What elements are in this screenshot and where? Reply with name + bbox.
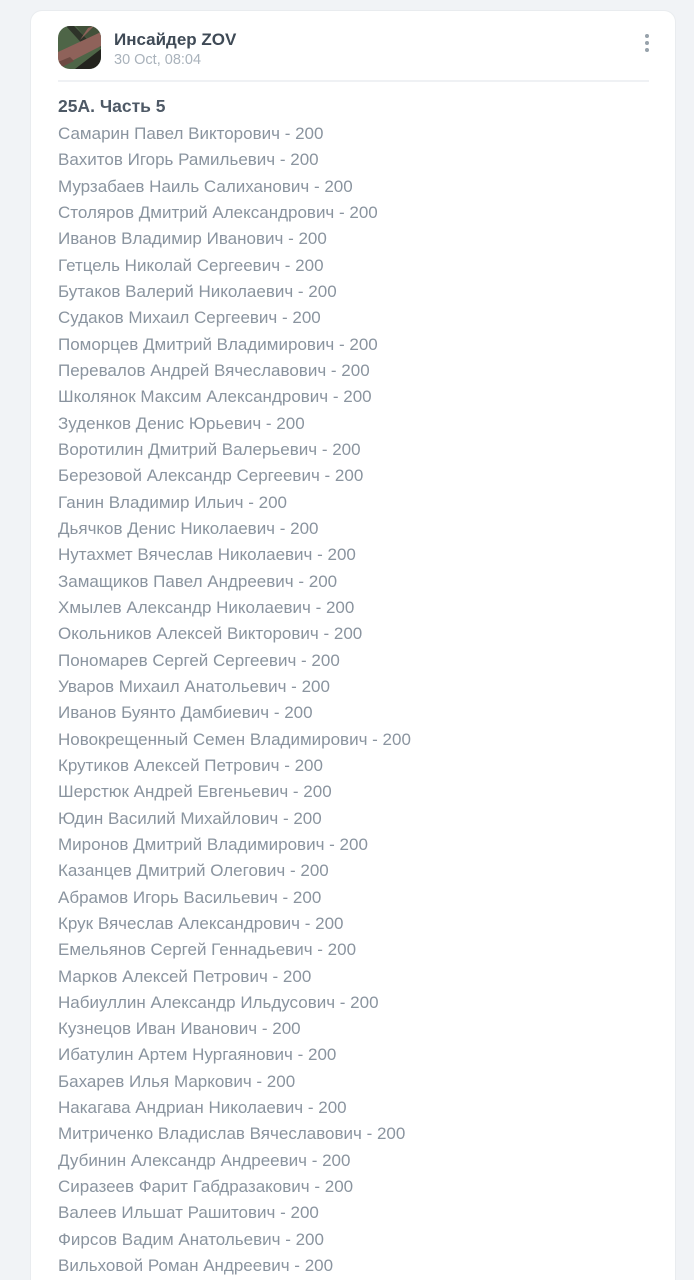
list-item: Кузнецов Иван Иванович - 200 [58, 1019, 301, 1039]
camouflage-avatar-icon [58, 26, 101, 69]
list-item: Ганин Владимир Ильич - 200 [58, 492, 288, 512]
list-item: Казанцев Дмитрий Олегович - 200 [58, 861, 329, 881]
list-item: Юдин Василий Михайлович - 200 [58, 808, 322, 828]
post-card [30, 10, 676, 1280]
list-item: Иванов Владимир Иванович - 200 [58, 229, 327, 249]
list-item: Перевалов Андрей Вячеславович - 200 [58, 360, 370, 380]
list-item: Вильховой Роман Андреевич - 200 [58, 1256, 334, 1276]
list-item: Крук Вячеслав Александрович - 200 [58, 913, 344, 933]
list-item: Гетцель Николай Сергеевич - 200 [58, 255, 324, 275]
list-item: Крутиков Алексей Петрович - 200 [58, 755, 323, 775]
list-item: Зуденков Денис Юрьевич - 200 [58, 413, 305, 433]
list-item: Судаков Михаил Сергеевич - 200 [58, 308, 321, 328]
list-item: Миронов Дмитрий Владимирович - 200 [58, 834, 368, 854]
list-item: Хмылев Александр Николаевич - 200 [58, 597, 355, 617]
list-item: Школянок Максим Александрович - 200 [58, 387, 372, 407]
list-item: Иванов Буянто Дамбиевич - 200 [58, 703, 313, 723]
list-item: Вахитов Игорь Рамильевич - 200 [58, 150, 319, 170]
post-body [31, 82, 675, 1279]
list-item: Мурзабаев Наиль Салиханович - 200 [58, 176, 353, 196]
list-item: Березовой Александр Сергеевич - 200 [58, 466, 364, 486]
list-item: Ибатулин Артем Нургаянович - 200 [58, 1045, 337, 1065]
list-item: Сиразеев Фарит Габдразакович - 200 [58, 1177, 354, 1197]
list-item: Дубинин Александр Андреевич - 200 [58, 1150, 351, 1170]
list-item: Столяров Дмитрий Александрович - 200 [58, 202, 378, 222]
list-item: Новокрещенный Семен Владимирович - 200 [58, 729, 411, 749]
kebab-dot [645, 48, 649, 52]
list-item: Емельянов Сергей Геннадьевич - 200 [58, 940, 357, 960]
list-item: Поморцев Дмитрий Владимирович - 200 [58, 334, 378, 354]
channel-avatar[interactable] [58, 26, 101, 69]
channel-name[interactable]: Инсайдер ZOV [114, 30, 237, 49]
list-item: Марков Алексей Петрович - 200 [58, 966, 312, 986]
list-item: Абрамов Игорь Васильевич - 200 [58, 887, 322, 907]
list-item: Самарин Павел Викторович - 200 [58, 124, 324, 143]
post-title: 25А. Часть 5 [58, 96, 166, 116]
list-item: Фирсов Вадим Анатольевич - 200 [58, 1229, 324, 1249]
kebab-dot [645, 34, 649, 38]
list-item: Окольников Алексей Викторович - 200 [58, 624, 363, 644]
casualty-list [58, 121, 649, 1279]
list-item: Набиуллин Александр Ильдусович - 200 [58, 992, 379, 1012]
kebab-menu-icon[interactable] [643, 26, 651, 60]
kebab-dot [645, 41, 649, 45]
list-item: Пономарев Сергей Сергеевич - 200 [58, 650, 340, 670]
list-item: Шерстюк Андрей Евгеньевич - 200 [58, 782, 332, 802]
list-item: Замащиков Павел Андреевич - 200 [58, 571, 338, 591]
list-item: Уваров Михаил Анатольевич - 200 [58, 676, 330, 696]
list-item: Воротилин Дмитрий Валерьевич - 200 [58, 439, 361, 459]
post-header [31, 11, 675, 70]
list-item: Бахарев Илья Маркович - 200 [58, 1071, 296, 1091]
post-timestamp: 30 Oct, 08:04 [114, 52, 202, 68]
list-item: Бутаков Валерий Николаевич - 200 [58, 281, 337, 301]
header-text [114, 26, 236, 70]
list-item: Дьячков Денис Николаевич - 200 [58, 518, 319, 538]
list-item: Валеев Ильшат Рашитович - 200 [58, 1203, 319, 1223]
list-item: Накагава Андриан Николаевич - 200 [58, 1098, 347, 1118]
list-item: Нутахмет Вячеслав Николаевич - 200 [58, 545, 356, 565]
list-item: Митриченко Владислав Вячеславович - 200 [58, 1124, 406, 1144]
